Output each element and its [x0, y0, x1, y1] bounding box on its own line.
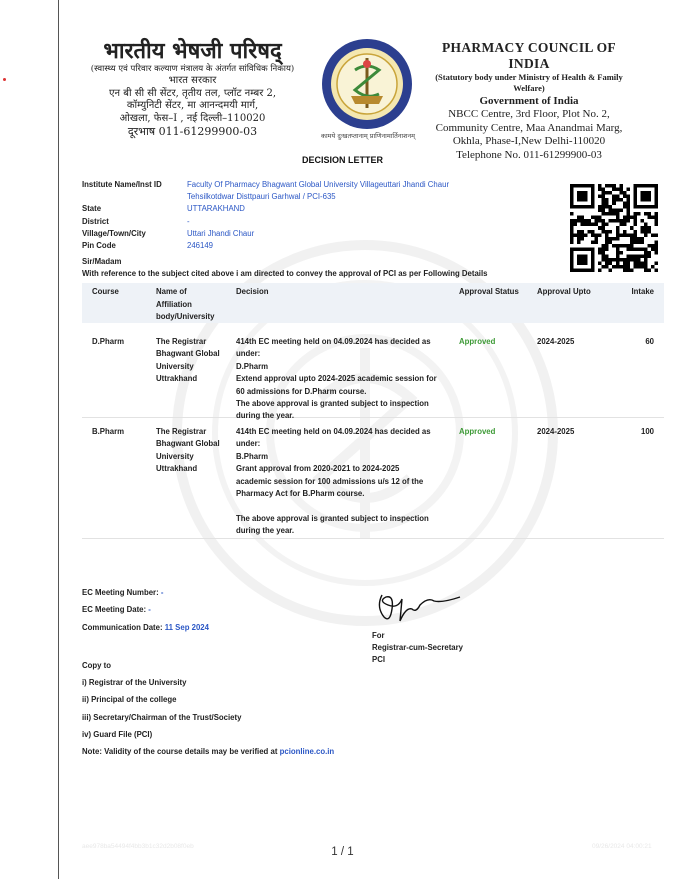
- value-institute-line2: Tehsilkotdwar Disttpauri Garhwal / PCI-635: [187, 192, 336, 202]
- label-village: Village/Town/City: [82, 228, 146, 238]
- header-english: [420, 40, 638, 162]
- signature: [372, 587, 467, 627]
- hindi-gov: भारत सरकार: [168, 75, 217, 86]
- header-status: Approval Status: [459, 287, 519, 296]
- qr-code[interactable]: [570, 184, 658, 272]
- document-title: DECISION LETTER: [301, 155, 383, 165]
- cell-status: Approved: [459, 337, 496, 346]
- list-item: ii) Principal of the college: [82, 695, 177, 705]
- cell-decision: 414th EC meeting held on 04.09.2024 has decided as under: B.Pharm Grant approval from 2020-2021 to 2024-2025 academic session for 100 admissions u/s 12 of the Pharmacy Act for B.Pharm course. The above approval is granted subject to inspection during the year.: [236, 427, 431, 536]
- page-left-border: [58, 0, 59, 879]
- ec-meeting-date: EC Meeting Date: -: [82, 605, 151, 614]
- table-row: [82, 323, 664, 421]
- table-header: [82, 283, 664, 323]
- value-pin: 246149: [187, 241, 214, 251]
- hindi-title: भारतीय भेषजी परिषद्: [103, 38, 282, 64]
- english-addr-1: NBCC Centre, 3rd Floor, Plot No. 2,: [448, 108, 610, 120]
- document-hash: aee978ba54494f4bb3b1c32d2b08f0eb: [82, 843, 194, 850]
- english-addr-2: Community Centre, Maa Anandmai Marg,: [435, 121, 623, 134]
- intro-text: With reference to the subject cited above i am directed to convey the approval of PCI as per Following Details: [82, 268, 488, 278]
- page-number: 1 / 1: [331, 846, 354, 858]
- english-title: PHARMACY COUNCIL OF INDIA: [442, 40, 616, 71]
- info-row-name-2: [82, 191, 487, 203]
- signatory-org: PCI: [372, 655, 385, 664]
- cell-decision: 414th EC meeting held on 04.09.2024 has decided as under: D.Pharm Extend approval upto 2024-2025 academic session for 60 admissions for D.Pharm course. The above approval is granted subject to inspection during the year.: [236, 337, 437, 421]
- english-gov: Government of India: [479, 95, 579, 107]
- signatory-for: For: [372, 631, 385, 640]
- copy-to-heading: Copy to: [82, 661, 112, 670]
- institute-info: [82, 179, 487, 252]
- value-village: Uttari Jhandi Chaur: [187, 228, 255, 238]
- salutation: Sir/Madam: [82, 257, 122, 266]
- validity-note: Note: Validity of the course details may be verified at pcionline.co.in: [82, 746, 335, 756]
- cell-upto: 2024-2025: [537, 337, 575, 346]
- cell-intake: 60: [645, 337, 654, 346]
- label-district: District: [82, 216, 109, 226]
- header-upto: Approval Upto: [537, 287, 591, 296]
- pcionline-link[interactable]: pcionline.co.in: [279, 746, 335, 756]
- hindi-statutory: (स्वास्थ्य एवं परिवार कल्याण मंत्रालय के अंतर्गत सांविधिक निकाय): [90, 64, 295, 74]
- signatory-block: [372, 630, 463, 666]
- info-row-name: [82, 179, 487, 191]
- list-item: iii) Secretary/Chairman of the Trust/Society: [82, 712, 242, 722]
- header-affiliation: Name of Affiliation body/University: [156, 287, 215, 321]
- header-decision: Decision: [236, 287, 269, 296]
- print-timestamp: 09/26/2024 04:00:21: [592, 843, 652, 850]
- logo-motto: कामये दुःखतप्तानाम् प्राणिनामार्तिनाशनम्: [320, 132, 416, 140]
- ec-meeting-number: EC Meeting Number: -: [82, 588, 164, 597]
- salutation-block: [82, 256, 487, 279]
- label-institute: Institute Name/Inst ID: [82, 180, 162, 189]
- cell-status: Approved: [459, 427, 496, 436]
- communication-date: Communication Date: 11 Sep 2024: [82, 623, 209, 632]
- cell-course: D.Pharm: [92, 337, 125, 346]
- hindi-phone: दूरभाष 011-61299900-03: [127, 125, 258, 138]
- hindi-addr-1: एन बी सी सी सेंटर, तृतीय तल, प्लॉट नम्बर 2,: [108, 87, 277, 99]
- margin-dot: [3, 78, 6, 81]
- info-row-pin: [82, 240, 487, 252]
- header-course: Course: [92, 287, 119, 296]
- pci-logo: [321, 38, 413, 130]
- hindi-addr-2: कॉम्युनिटी सेंटर, मा आनन्दमयी मार्ग,: [126, 100, 259, 111]
- english-phone: Telephone No. 011-61299900-03: [456, 148, 602, 161]
- list-item: iv) Guard File (PCI): [82, 729, 153, 739]
- cell-affiliation: The Registrar Bhagwant Global University Uttrakhand: [156, 427, 220, 474]
- signatory-title: Registrar-cum-Secretary: [372, 643, 464, 652]
- info-row-state: [82, 203, 487, 215]
- label-pin: Pin Code: [82, 241, 116, 251]
- table-row: [82, 418, 664, 539]
- hindi-addr-3: ओखला, फेस–I , नई दिल्ली–110020: [119, 112, 266, 124]
- value-institute-line1: Faculty Of Pharmacy Bhagwant Global University Villageuttari Jhandi Chaur: [187, 180, 450, 189]
- header-hindi: [80, 38, 305, 138]
- info-row-village: [82, 228, 487, 240]
- english-addr-3: Okhla, Phase-I,New Delhi-110020: [452, 135, 606, 147]
- english-statutory: (Statutory body under Ministry of Health & Family Welfare): [435, 72, 623, 93]
- value-state: UTTARAKHAND: [187, 204, 245, 214]
- cell-course: B.Pharm: [92, 427, 125, 436]
- copy-to-block: [82, 660, 334, 763]
- label-state: State: [82, 204, 102, 214]
- cell-upto: 2024-2025: [537, 427, 575, 436]
- cell-affiliation: The Registrar Bhagwant Global University Uttrakhand: [156, 337, 220, 384]
- info-row-district: [82, 216, 487, 228]
- cell-intake: 100: [640, 427, 654, 436]
- approval-table: [82, 283, 664, 539]
- value-district: -: [187, 216, 190, 226]
- header-intake: Intake: [631, 287, 654, 296]
- list-item: i) Registrar of the University: [82, 678, 187, 688]
